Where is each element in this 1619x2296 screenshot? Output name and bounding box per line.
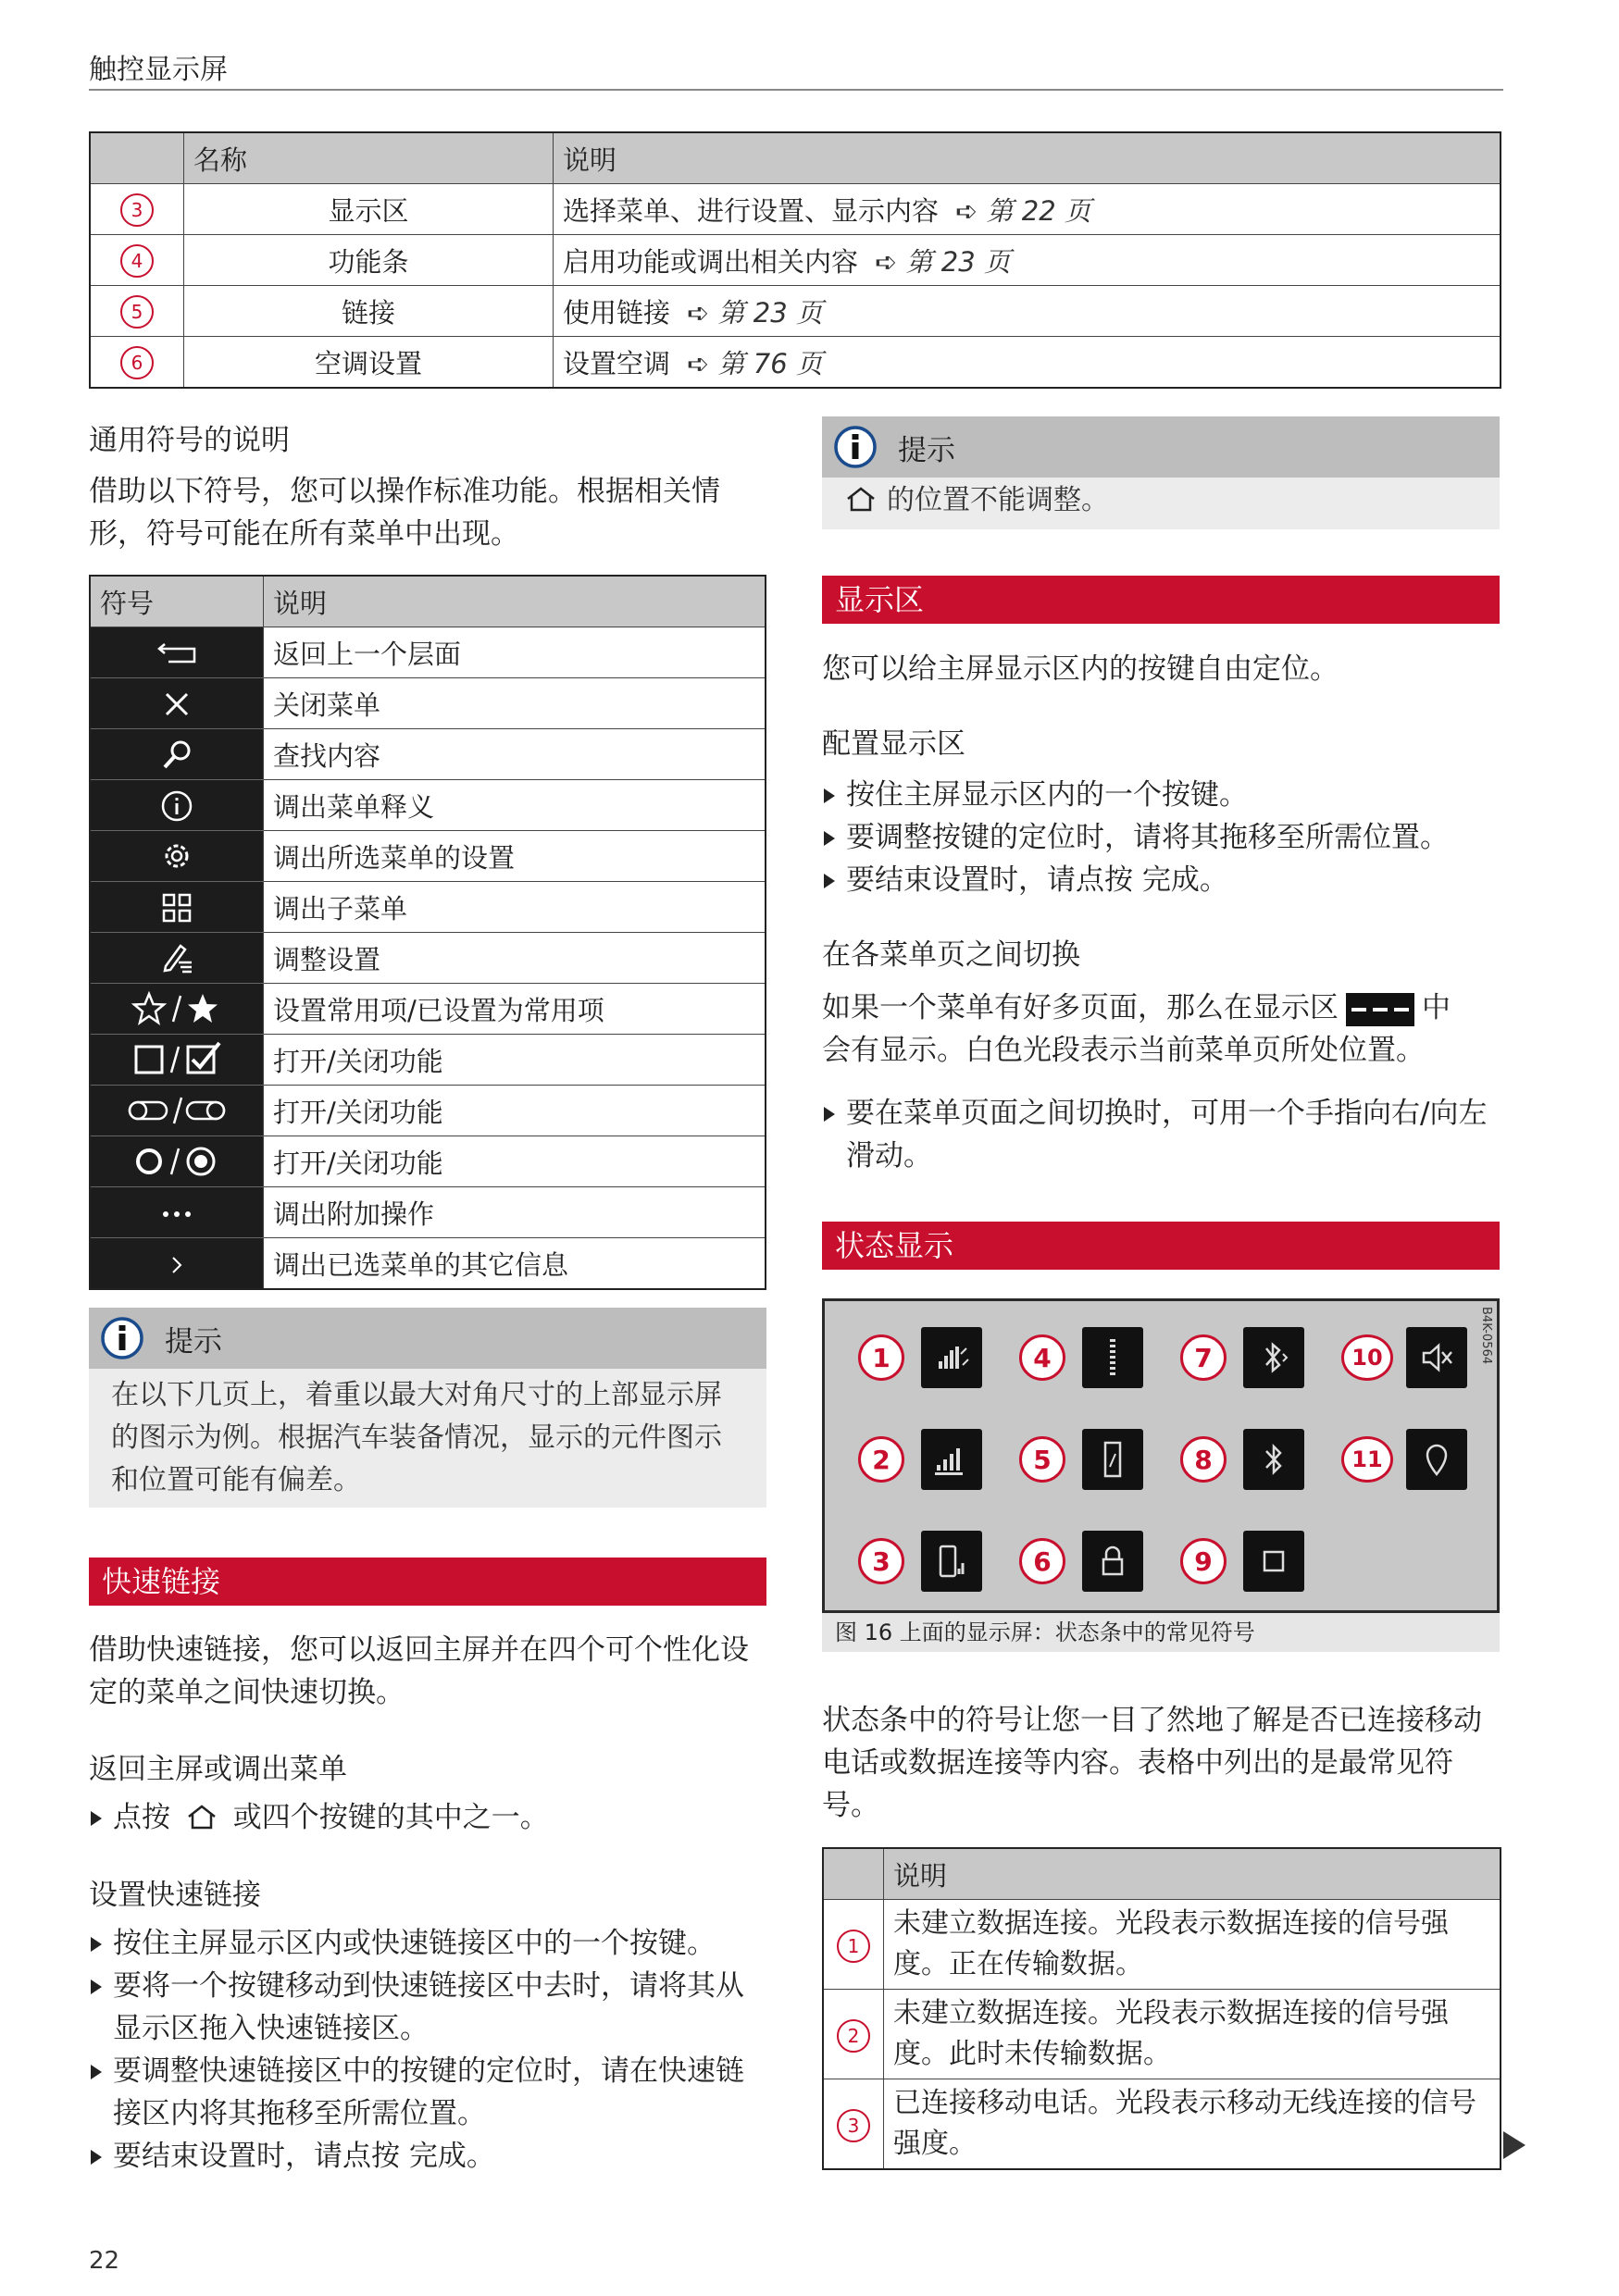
setup-heading: 设置快速链接 — [89, 1879, 261, 1912]
callout-number: 8 — [1180, 1436, 1227, 1483]
star-icon — [131, 990, 223, 1027]
switch-bullets — [822, 1092, 1500, 1177]
page-ref-link[interactable]: ➪ 第 23 页 — [687, 296, 823, 329]
symbol-desc: 打开/关闭功能 — [264, 1136, 766, 1187]
table-row — [90, 1086, 766, 1136]
symbol-desc: 查找内容 — [264, 729, 766, 780]
callout-number: 3 — [120, 193, 154, 227]
config-heading: 配置显示区 — [822, 727, 965, 761]
search-icon — [160, 738, 193, 772]
callout-number: 5 — [120, 295, 154, 329]
list-item: 要在菜单页面之间切换时，可用一个手指向右/向左滑动。 — [822, 1092, 1500, 1177]
top-table-header-desc: 说明 — [554, 132, 1501, 184]
toggle-icon — [126, 1092, 228, 1129]
callout-number: 1 — [858, 1334, 904, 1381]
gear-icon — [159, 838, 194, 874]
table-row — [90, 286, 1501, 337]
section-title-status: 状态显示 — [822, 1222, 1500, 1270]
callout-number: 1 — [837, 1930, 870, 1963]
list-item: 点按 或四个按键的其中之一。 — [89, 1796, 765, 1839]
table-row — [90, 780, 766, 831]
header-divider — [89, 89, 1503, 91]
square-icon — [1243, 1531, 1304, 1592]
continue-arrow-icon — [1503, 2131, 1526, 2159]
bluetooth-audio-icon — [1243, 1327, 1304, 1388]
table-row — [823, 2079, 1501, 2170]
callout-number: 4 — [1019, 1334, 1065, 1381]
list-item: 要调整快速链接区中的按键的定位时，请在快速链接区内将其拖移至所需位置。 — [89, 2050, 765, 2135]
symbol-desc: 打开/关闭功能 — [264, 1086, 766, 1136]
callout-number: 3 — [858, 1538, 904, 1584]
top-table — [89, 131, 1501, 389]
callout-number: 3 — [837, 2109, 870, 2142]
status-header-desc: 说明 — [884, 1848, 1501, 1900]
figure-caption: 图 16 上面的显示屏：状态条中的常见符号 — [822, 1613, 1500, 1652]
note-title: 提示 — [165, 1324, 222, 1359]
table-row — [90, 933, 766, 984]
mobile-phone-icon — [921, 1531, 982, 1592]
table-row — [90, 831, 766, 882]
chevron-right-icon — [168, 1251, 186, 1279]
home-icon[interactable] — [185, 1803, 218, 1831]
symbols-header-symbol: 符号 — [90, 576, 264, 627]
table-row — [823, 1900, 1501, 1990]
page-number: 22 — [89, 2247, 120, 2275]
table-row — [90, 1035, 766, 1086]
status-table — [822, 1847, 1501, 2170]
info-icon — [160, 789, 193, 823]
figure-id: B4K-0564 — [1479, 1307, 1493, 1365]
location-icon — [1406, 1429, 1467, 1490]
callout-number: 2 — [858, 1436, 904, 1483]
callout-number: 6 — [1019, 1538, 1065, 1584]
symbol-desc: 关闭菜单 — [264, 678, 766, 729]
status-header-num — [823, 1848, 884, 1900]
back-icon — [154, 640, 200, 668]
home-icon — [844, 485, 878, 513]
note-title: 提示 — [898, 433, 955, 467]
switch-text: 如果一个菜单有好多页面，那么在显示区 中 会有显示。白色光段表示当前菜单页所处位置。 — [822, 991, 1451, 1067]
table-row — [90, 1136, 766, 1187]
list-item: 按住主屏显示区内的一个按键。 — [822, 774, 1500, 816]
symbol-desc: 调出菜单释义 — [264, 780, 766, 831]
note-box — [89, 1308, 766, 1508]
item-name: 显示区 — [184, 184, 554, 235]
item-desc: 启用功能或调出相关内容 — [563, 245, 859, 278]
symbol-desc: 调出附加操作 — [264, 1187, 766, 1238]
note-box — [822, 416, 1500, 529]
page-ref-link[interactable]: ➪ 第 22 页 — [955, 194, 1091, 227]
symbol-desc: 调出子菜单 — [264, 882, 766, 933]
table-row — [90, 1238, 766, 1290]
table-row — [90, 627, 766, 678]
note-body: 在以下几页上，着重以最大对角尺寸的上部显示屏的图示为例。根据汽车装备情况，显示的元件图示和位置可能有偏差。 — [111, 1379, 722, 1496]
table-row — [90, 729, 766, 780]
table-row — [90, 1187, 766, 1238]
symbol-desc: 调出已选菜单的其它信息 — [264, 1238, 766, 1290]
top-table-header-name: 名称 — [184, 132, 554, 184]
table-row — [823, 1990, 1501, 2079]
item-desc: 设置空调 — [563, 347, 671, 379]
symbol-desc: 设置常用项/已设置为常用项 — [264, 984, 766, 1035]
grid-icon — [160, 891, 193, 925]
symbol-desc: 打开/关闭功能 — [264, 1035, 766, 1086]
callout-number: 7 — [1180, 1334, 1227, 1381]
status-desc: 已连接移动电话。光段表示移动无线连接的信号强度。 — [884, 2079, 1501, 2170]
close-icon — [161, 689, 193, 720]
note-body: 的位置不能调整。 — [887, 484, 1109, 516]
more-icon — [158, 1205, 195, 1223]
callout-number: 11 — [1341, 1436, 1393, 1483]
quick-links-intro: 借助快速链接，您可以返回主屏并在四个可个性化设定的菜单之间快速切换。 — [89, 1633, 749, 1709]
return-bullets — [89, 1796, 765, 1839]
top-table-header-num — [90, 132, 184, 184]
symbols-table — [89, 575, 766, 1290]
info-icon — [833, 425, 878, 469]
item-name: 链接 — [184, 286, 554, 337]
signal-strength-icon — [921, 1429, 982, 1490]
mute-icon — [1406, 1327, 1467, 1388]
lock-icon — [1082, 1531, 1143, 1592]
config-bullets — [822, 774, 1500, 901]
page-ref-link[interactable]: ➪ 第 76 页 — [687, 347, 823, 379]
info-icon — [100, 1316, 144, 1360]
return-heading: 返回主屏或调出菜单 — [89, 1753, 347, 1786]
table-row — [90, 184, 1501, 235]
callout-number: 5 — [1019, 1436, 1065, 1483]
table-row — [90, 337, 1501, 389]
symbols-heading: 通用符号的说明 — [89, 424, 290, 457]
status-desc: 未建立数据连接。光段表示数据连接的信号强度。此时未传输数据。 — [884, 1990, 1501, 2079]
table-row — [90, 678, 766, 729]
status-bar-figure — [822, 1298, 1500, 1613]
symbol-desc: 调出所选菜单的设置 — [264, 831, 766, 882]
status-desc: 未建立数据连接。光段表示数据连接的信号强度。正在传输数据。 — [884, 1900, 1501, 1990]
symbols-intro: 借助以下符号，您可以操作标准功能。根据相关情形，符号可能在所有菜单中出现。 — [89, 475, 720, 551]
checkbox-icon — [131, 1041, 223, 1078]
battery-level-icon — [1082, 1327, 1143, 1388]
callout-number: 6 — [120, 346, 154, 379]
item-desc: 选择菜单、进行设置、显示内容 — [563, 194, 940, 227]
callout-number: 9 — [1180, 1538, 1227, 1584]
symbols-header-desc: 说明 — [264, 576, 766, 627]
list-item: 要结束设置时，请点按 完成。 — [822, 859, 1500, 901]
item-name: 功能条 — [184, 235, 554, 286]
list-item: 按住主屏显示区内或快速链接区中的一个按键。 — [89, 1922, 765, 1965]
list-item: 要将一个按键移动到快速链接区中去时，请将其从显示区拖入快速链接区。 — [89, 1965, 765, 2050]
section-title-quick-links: 快速链接 — [89, 1558, 766, 1606]
page-header-title: 触控显示屏 — [89, 54, 228, 86]
callout-number: 10 — [1341, 1334, 1393, 1381]
callout-number: 2 — [837, 2019, 870, 2053]
list-item: 要调整按键的定位时，请将其拖移至所需位置。 — [822, 816, 1500, 859]
table-row — [90, 882, 766, 933]
page-indicator-icon — [1346, 993, 1414, 1026]
section-title-display-area: 显示区 — [822, 576, 1500, 624]
page-ref-link[interactable]: ➪ 第 23 页 — [875, 245, 1011, 278]
list-item: 要结束设置时，请点按 完成。 — [89, 2135, 765, 2178]
data-transfer-icon — [921, 1327, 982, 1388]
setup-bullets — [89, 1922, 765, 2178]
item-name: 空调设置 — [184, 337, 554, 389]
switch-heading: 在各菜单页之间切换 — [822, 938, 1080, 972]
symbol-desc: 调整设置 — [264, 933, 766, 984]
callout-number: 4 — [120, 244, 154, 278]
radio-icon — [131, 1143, 223, 1180]
bluetooth-icon — [1243, 1429, 1304, 1490]
table-row — [90, 984, 766, 1035]
status-text: 状态条中的符号让您一目了然地了解是否已连接移动电话或数据连接等内容。表格中列出的是最常见符号。 — [822, 1704, 1482, 1822]
symbol-desc: 返回上一个层面 — [264, 627, 766, 678]
phone-battery-icon — [1082, 1429, 1143, 1490]
pencil-icon — [158, 940, 195, 975]
item-desc: 使用链接 — [563, 296, 671, 329]
table-row — [90, 235, 1501, 286]
display-area-intro: 您可以给主屏显示区内的按键自由定位。 — [822, 652, 1339, 686]
